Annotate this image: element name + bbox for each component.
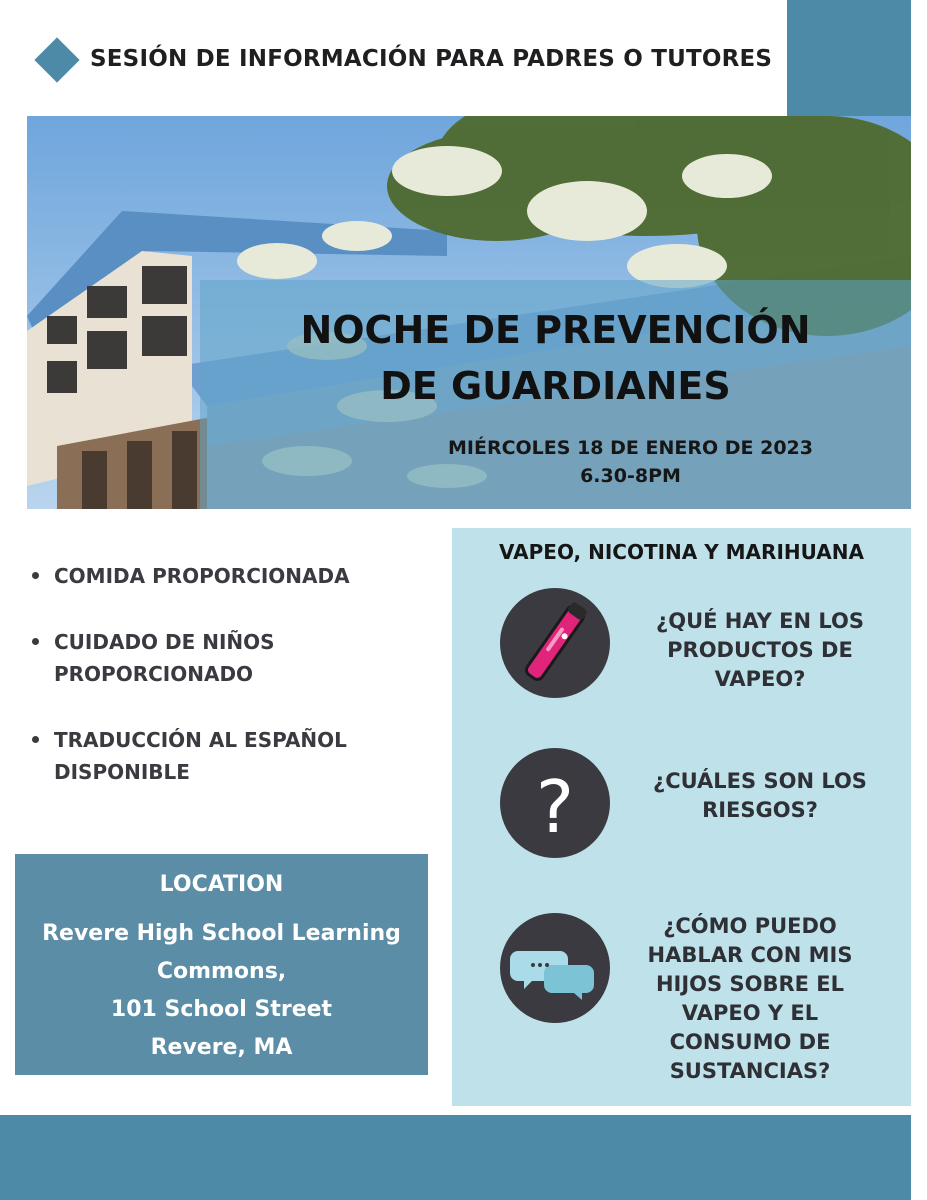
- corner-accent-block: [787, 0, 911, 116]
- topic-text-line: VAPEO?: [714, 667, 806, 691]
- feature-item-text: TRADUCCIÓN AL ESPAÑOL: [54, 728, 347, 752]
- topic-text-line: SUSTANCIAS?: [669, 1059, 831, 1083]
- event-title-line-2: DE GUARDIANES: [380, 364, 731, 408]
- topic-text-line: ¿CÓMO PUEDO: [663, 914, 837, 938]
- feature-item-text: CUIDADO DE NIÑOS: [54, 630, 275, 654]
- topics-heading: VAPEO, NICOTINA Y MARIHUANA: [499, 540, 864, 564]
- topic-question-talk-with-kids: [630, 912, 870, 1086]
- feature-list: [30, 560, 440, 822]
- topic-text-line: PRODUCTOS DE: [667, 638, 853, 662]
- question-mark-icon: [500, 748, 610, 858]
- topic-text-line: RIESGOS?: [702, 798, 818, 822]
- topic-text-line: ¿CUÁLES SON LOS: [653, 769, 867, 793]
- feature-item-text: COMIDA PROPORCIONADA: [54, 564, 350, 588]
- event-title-line-1: NOCHE DE PREVENCIÓN: [300, 308, 811, 352]
- svg-text:?: ?: [535, 765, 575, 849]
- location-address: [15, 915, 428, 1067]
- vape-pen-icon: [500, 588, 610, 698]
- address-line: Revere High School Learning: [42, 921, 401, 946]
- topic-text-line: HABLAR CON MIS: [647, 943, 853, 967]
- event-title: [200, 302, 911, 414]
- event-date: MIÉRCOLES 18 DE ENERO DE 2023: [448, 437, 813, 459]
- topic-text-line: VAPEO Y EL: [681, 1001, 819, 1025]
- address-line: 101 School Street: [110, 997, 333, 1022]
- event-time: 6.30-8PM: [580, 465, 681, 487]
- feature-item-text: PROPORCIONADO: [54, 662, 254, 686]
- address-line: Revere, MA: [150, 1035, 293, 1060]
- feature-item-translation: [30, 724, 440, 788]
- topic-text-line: CONSUMO DE: [669, 1030, 831, 1054]
- topic-question-vape-products: [640, 607, 880, 694]
- header-title: SESIÓN DE INFORMACIÓN PARA PADRES O TUTORES: [90, 46, 773, 72]
- topic-text-line: HIJOS SOBRE EL: [655, 972, 845, 996]
- feature-item-childcare: [30, 626, 440, 690]
- topic-question-risks: [640, 767, 880, 825]
- topic-text-line: ¿QUÉ HAY EN LOS: [656, 609, 864, 633]
- chat-bubbles-icon: [500, 913, 610, 1023]
- footer-bar: [0, 1115, 911, 1200]
- address-line: Commons,: [156, 959, 287, 984]
- feature-item-text: DISPONIBLE: [54, 760, 190, 784]
- header-diamond-shape: [34, 37, 79, 82]
- location-heading: LOCATION: [159, 872, 284, 897]
- location-box: [15, 854, 428, 1075]
- event-datetime: [200, 434, 911, 490]
- feature-item-food: [30, 560, 440, 592]
